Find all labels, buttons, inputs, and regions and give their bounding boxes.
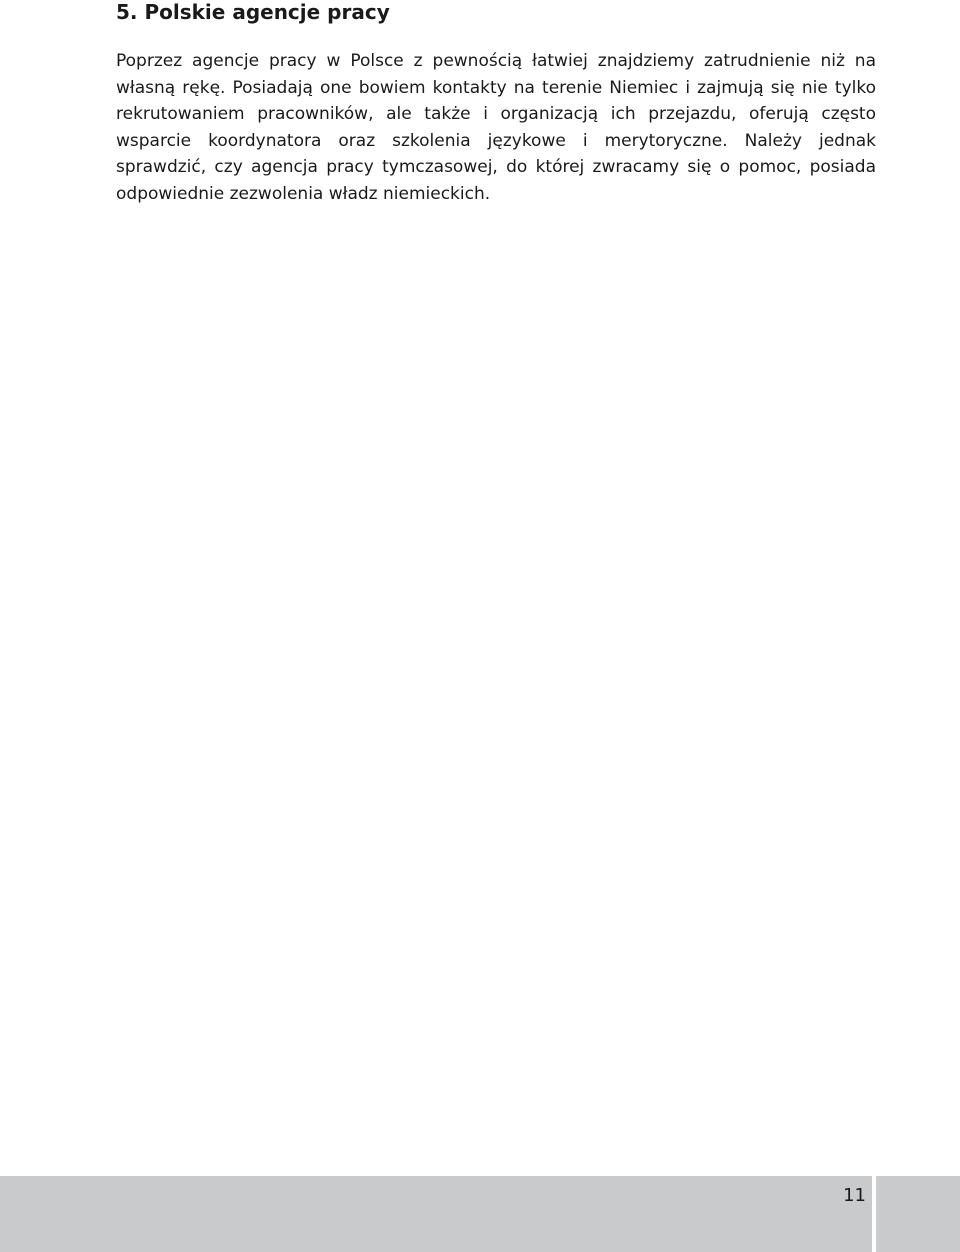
page-number: 11 bbox=[843, 1185, 866, 1206]
footer-divider bbox=[872, 1176, 876, 1252]
section-heading: 5. Polskie agencje pracy bbox=[116, 0, 390, 24]
body-paragraph: Poprzez agencje pracy w Polsce z pewnością łatwiej znajdziemy zatrudnienie niż na własną rękę. Posiadają one bowiem kontakty na terenie Niemiec i zajmują się nie tylko rekrutowaniem pracowników, ale także i organizacją ich przejazdu, oferują często wsparcie koordynatora oraz szkolenia językowe i merytoryczne. Należy jednak sprawdzić, czy agencja pracy tymczasowej, do której zwracamy się o pomoc, posiada odpowiednie zezwolenia władz niemieckich. bbox=[116, 51, 876, 204]
footer-band bbox=[0, 1176, 960, 1252]
